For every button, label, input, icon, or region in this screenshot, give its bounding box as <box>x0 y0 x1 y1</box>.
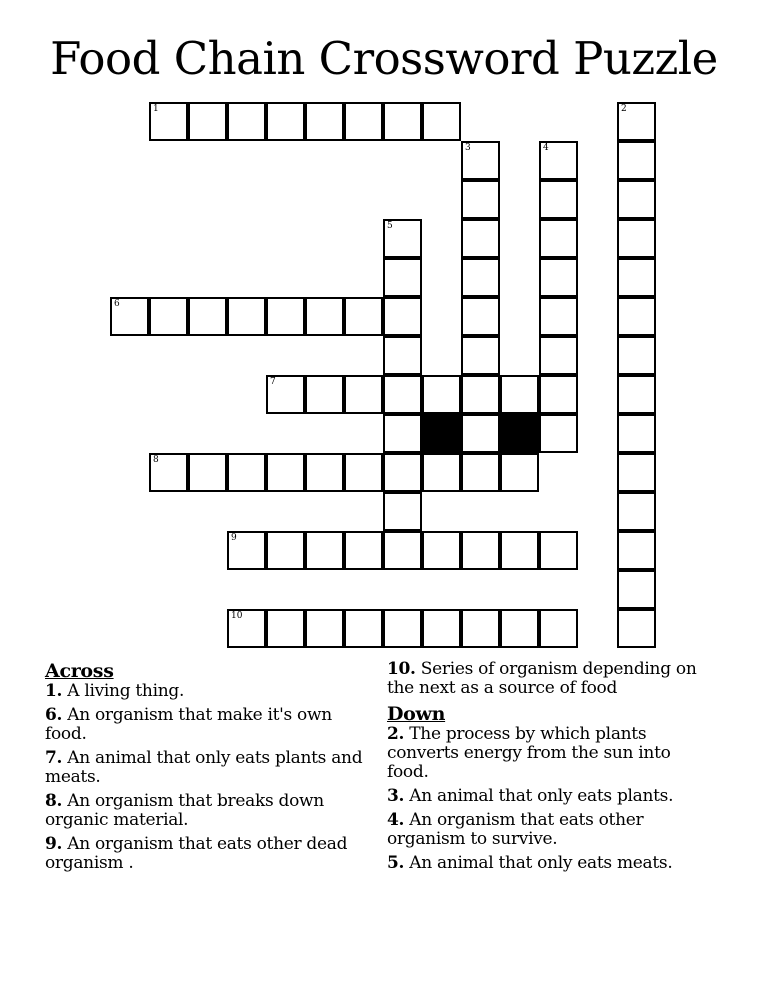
grid-cell[interactable] <box>500 375 539 414</box>
grid-cell[interactable] <box>422 375 461 414</box>
grid-cell[interactable] <box>539 141 578 180</box>
grid-cell[interactable] <box>188 453 227 492</box>
grid-cell[interactable] <box>383 102 422 141</box>
grid-cell[interactable] <box>305 375 344 414</box>
grid-cell[interactable] <box>227 453 266 492</box>
grid-cell[interactable] <box>344 453 383 492</box>
clue <box>45 749 365 787</box>
grid-cell[interactable] <box>383 492 422 531</box>
grid-cell[interactable] <box>305 102 344 141</box>
page-title: Food Chain Crossword Puzzle <box>50 32 718 85</box>
grid-cell[interactable] <box>188 102 227 141</box>
grid-cell[interactable] <box>344 375 383 414</box>
clue <box>387 854 707 873</box>
grid-cell[interactable] <box>539 180 578 219</box>
grid-cell[interactable] <box>422 609 461 648</box>
clue-number: 9 <box>231 533 237 543</box>
grid-cell[interactable] <box>383 297 422 336</box>
grid-cell[interactable] <box>617 570 656 609</box>
grid-cell[interactable] <box>461 375 500 414</box>
grid-cell[interactable] <box>383 258 422 297</box>
grid-cell[interactable] <box>461 531 500 570</box>
grid-cell[interactable] <box>422 102 461 141</box>
clue-number: 1. <box>45 681 63 701</box>
grid-cell[interactable] <box>266 102 305 141</box>
clue-text: An organism that eats other organism to survive. <box>387 810 644 849</box>
grid-cell[interactable] <box>383 219 422 258</box>
grid-cell[interactable] <box>500 531 539 570</box>
grid-cell[interactable] <box>539 219 578 258</box>
grid-cell[interactable] <box>461 258 500 297</box>
grid-cell[interactable] <box>617 492 656 531</box>
clue <box>387 725 707 782</box>
grid-cell[interactable] <box>266 297 305 336</box>
grid-cell[interactable] <box>383 453 422 492</box>
clue-number: 4. <box>387 810 405 830</box>
clue-text: An organism that make it's own food. <box>45 705 332 744</box>
down-clues-column <box>387 660 707 878</box>
clue <box>45 706 365 744</box>
grid-cell[interactable] <box>617 141 656 180</box>
clue <box>387 787 707 806</box>
grid-cell[interactable] <box>305 531 344 570</box>
clue-number: 10 <box>231 611 243 621</box>
grid-cell[interactable] <box>383 414 422 453</box>
clue-text: An animal that only eats plants and meats. <box>45 748 363 787</box>
clue <box>387 811 707 849</box>
grid-cell[interactable] <box>344 297 383 336</box>
grid-cell[interactable] <box>500 453 539 492</box>
grid-cell[interactable] <box>266 375 305 414</box>
across-heading: Across <box>45 660 114 682</box>
grid-cell[interactable] <box>383 336 422 375</box>
grid-cell[interactable] <box>617 297 656 336</box>
grid-cell[interactable] <box>617 102 656 141</box>
grid-cell[interactable] <box>149 453 188 492</box>
grid-cell[interactable] <box>383 531 422 570</box>
clue-number: 4 <box>543 143 549 153</box>
grid-cell[interactable] <box>617 414 656 453</box>
black-cell <box>422 414 461 453</box>
grid-cell[interactable] <box>227 609 266 648</box>
across-clues <box>45 660 365 878</box>
grid-cell[interactable] <box>383 375 422 414</box>
clue <box>387 660 707 698</box>
grid-cell[interactable] <box>617 375 656 414</box>
grid-cell[interactable] <box>149 102 188 141</box>
grid-cell[interactable] <box>539 336 578 375</box>
grid-cell[interactable] <box>461 414 500 453</box>
clue-number: 1 <box>153 104 159 114</box>
clue-number: 6. <box>45 705 63 725</box>
grid-cell[interactable] <box>422 531 461 570</box>
grid-cell[interactable] <box>227 297 266 336</box>
grid-cell[interactable] <box>344 102 383 141</box>
grid-cell[interactable] <box>500 609 539 648</box>
clue-text: An organism that breaks down organic material. <box>45 791 324 830</box>
grid-cell[interactable] <box>188 297 227 336</box>
grid-cell[interactable] <box>539 297 578 336</box>
grid-cell[interactable] <box>539 414 578 453</box>
clue-number: 5. <box>387 853 405 873</box>
clue-number: 7. <box>45 748 63 768</box>
grid-cell[interactable] <box>461 336 500 375</box>
clue <box>45 835 365 873</box>
clue-text: An animal that only eats meats. <box>409 853 673 873</box>
grid-cell[interactable] <box>305 609 344 648</box>
grid-cell[interactable] <box>227 102 266 141</box>
clue-text: The process by which plants converts energy from the sun into food. <box>387 724 671 782</box>
clue-number: 6 <box>114 299 120 309</box>
clue-number: 10. <box>387 659 416 679</box>
grid-cell[interactable] <box>461 219 500 258</box>
clue-number: 7 <box>270 377 276 387</box>
grid-cell[interactable] <box>617 258 656 297</box>
clue-number: 8. <box>45 791 63 811</box>
clue-text: An organism that eats other dead organism . <box>45 834 348 873</box>
grid-cell[interactable] <box>305 453 344 492</box>
grid-cell[interactable] <box>617 531 656 570</box>
grid-cell[interactable] <box>344 609 383 648</box>
grid-cell[interactable] <box>617 336 656 375</box>
grid-cell[interactable] <box>461 453 500 492</box>
clue-number: 9. <box>45 834 63 854</box>
clue-text: An animal that only eats plants. <box>409 786 674 806</box>
down-heading: Down <box>387 703 446 725</box>
grid-cell[interactable] <box>617 609 656 648</box>
grid-cell[interactable] <box>266 609 305 648</box>
grid-cell[interactable] <box>461 141 500 180</box>
clue-number: 8 <box>153 455 159 465</box>
grid-cell[interactable] <box>617 180 656 219</box>
clue-number: 3. <box>387 786 405 806</box>
grid-cell[interactable] <box>539 258 578 297</box>
grid-cell[interactable] <box>617 219 656 258</box>
grid-cell[interactable] <box>461 297 500 336</box>
clue-number: 2. <box>387 724 405 744</box>
clue <box>45 682 365 701</box>
grid-cell[interactable] <box>617 453 656 492</box>
grid-cell[interactable] <box>305 297 344 336</box>
clue-text: Series of organism depending on the next as a source of food <box>387 659 697 698</box>
grid-cell[interactable] <box>266 531 305 570</box>
clue-text: A living thing. <box>67 681 185 701</box>
grid-cell[interactable] <box>461 180 500 219</box>
clue <box>45 792 365 830</box>
grid-cell[interactable] <box>539 375 578 414</box>
clue-number: 3 <box>465 143 471 153</box>
grid-cell[interactable] <box>266 453 305 492</box>
grid-cell[interactable] <box>149 297 188 336</box>
grid-cell[interactable] <box>539 609 578 648</box>
clue-number: 2 <box>621 104 627 114</box>
grid-cell[interactable] <box>344 531 383 570</box>
black-cell <box>500 414 539 453</box>
grid-cell[interactable] <box>422 453 461 492</box>
clue-number: 5 <box>387 221 393 231</box>
grid-cell[interactable] <box>461 609 500 648</box>
grid-cell[interactable] <box>110 297 149 336</box>
grid-cell[interactable] <box>539 531 578 570</box>
grid-cell[interactable] <box>383 609 422 648</box>
grid-cell[interactable] <box>227 531 266 570</box>
